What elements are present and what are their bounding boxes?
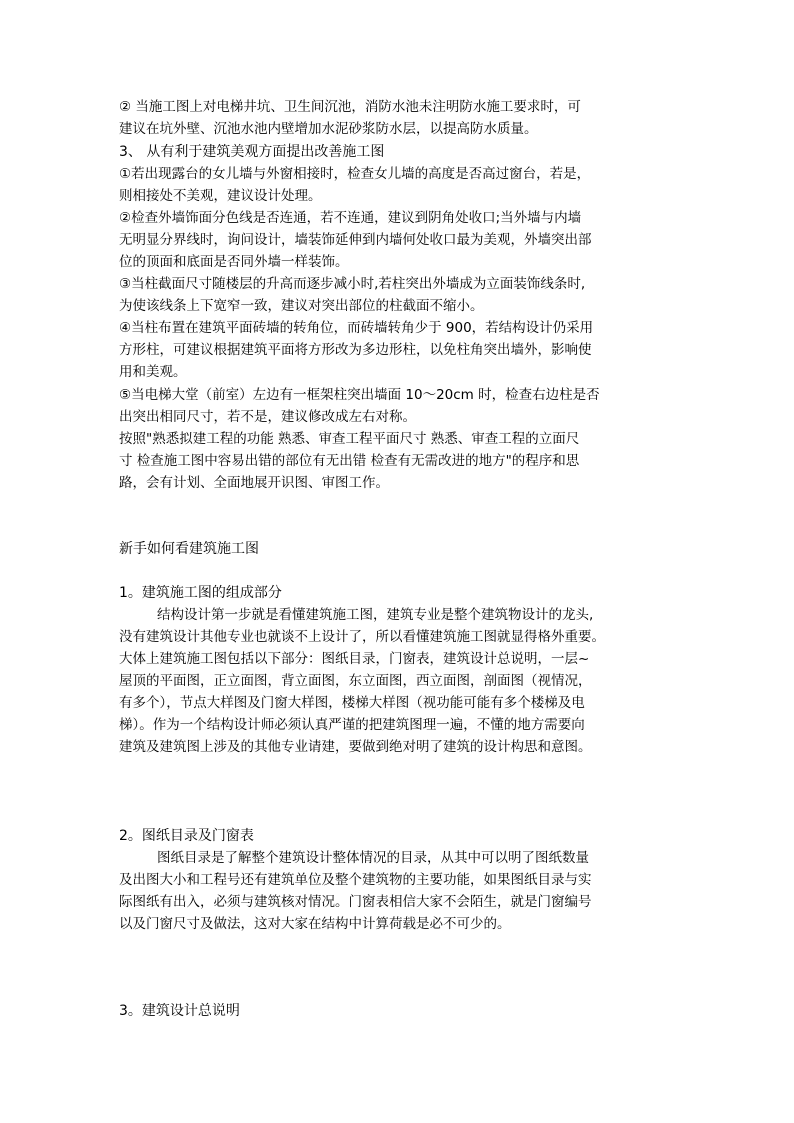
- text-line: ③当柱截面尺寸随楼层的升高而逐步减小时,若柱突出外墙成为立面装饰线条时,: [119, 276, 586, 292]
- text-line: 屋顶的平面图，正立面图，背立面图，东立面图，西立面图，剖面图（视情况，: [119, 673, 592, 689]
- text-line: 出突出相同尺寸，若不是，建议修改成左右对称。: [119, 409, 416, 425]
- text-line: 大体上建筑施工图包括以下部分：图纸目录，门窗表，建筑设计总说明，一层~: [119, 651, 590, 667]
- text-line: 建筑及建筑图上涉及的其他专业请建，要做到绝对明了建筑的设计构思和意图。: [119, 739, 592, 755]
- section-heading: 3。建筑设计总说明: [119, 1003, 240, 1019]
- text-line: ①若出现露台的女儿墙与外窗相接时，检查女儿墙的高度是否高过窗台，若是，: [119, 166, 591, 182]
- text-line: ②检查外墙饰面分色线是否连通，若不连通，建议到阴角处收口;当外墙与内墙: [119, 210, 582, 226]
- section-heading: 1。建筑施工图的组成部分: [119, 585, 282, 601]
- text-line: 梯）。作为一个结构设计师必须认真严谨的把建筑图理一遍，不懂的地方需要向: [119, 717, 585, 733]
- section-heading: 3、 从有利于建筑美观方面提出改善施工图: [119, 144, 385, 160]
- text-line: 用和美观。: [119, 364, 187, 380]
- text-line: ④当柱布置在建筑平面砖墙的转角位，而砖墙转角少于 900，若结构设计仍采用: [119, 320, 594, 336]
- article-title: 新手如何看建筑施工图: [119, 541, 259, 557]
- text-line: 建议在坑外壁、沉池水池内壁增加水泥砂浆防水层，以提高防水质量。: [119, 121, 538, 137]
- text-line: 有多个），节点大样图及门窗大样图，楼梯大样图（视功能可能有多个楼梯及电: [119, 695, 585, 711]
- text-line: 无明显分界线时，询问设计，墙装饰延伸到内墙何处收口最为美观，外墙突出部: [119, 232, 592, 248]
- section-heading: 2。图纸目录及门窗表: [119, 828, 254, 844]
- text-line: 路，会有计划、全面地展开识图、审图工作。: [119, 475, 389, 491]
- paragraph-first-line: 图纸目录是了解整个建筑设计整体情况的目录，从其中可以明了图纸数量: [157, 850, 589, 866]
- text-line: 及出图大小和工程号还有建筑单位及整个建筑物的主要功能，如果图纸目录与实: [119, 872, 592, 888]
- text-line: 为使该线条上下宽窄一致，建议对突出部位的柱截面不缩小。: [119, 298, 484, 314]
- text-line: 方形柱，可建议根据建筑平面将方形改为多边形柱，以免柱角突出墙外，影响使: [119, 342, 592, 358]
- text-line: ⑤当电梯大堂（前室）左边有一框架柱突出墙面 10～20cm 时，检查右边柱是否: [119, 387, 600, 403]
- text-line: 则相接处不美观，建议设计处理。: [119, 188, 322, 204]
- paragraph-first-line: 结构设计第一步就是看懂建筑施工图，建筑专业是整个建筑物设计的龙头,: [157, 607, 594, 623]
- text-line: 寸 检查施工图中容易出错的部位有无出错 检查有无需改进的地方"的程序和思: [119, 453, 580, 469]
- text-line: 按照"熟悉拟建工程的功能 熟悉、审查工程平面尺寸 熟悉、审查工程的立面尺: [119, 431, 580, 447]
- text-line: 以及门窗尺寸及做法，这对大家在结构中计算荷载是必不可少的。: [119, 916, 511, 932]
- text-line: 际图纸有出入，必须与建筑核对情况。门窗表相信大家不会陌生，就是门窗编号: [119, 894, 592, 910]
- text-line: ② 当施工图上对电梯井坑、卫生间沉池，消防水池未注明防水施工要求时，可: [119, 99, 581, 115]
- text-line: 没有建筑设计其他专业也就谈不上设计了，所以看懂建筑施工图就显得格外重要。: [119, 629, 605, 645]
- text-line: 位的顶面和底面是否同外墙一样装饰。: [119, 254, 349, 270]
